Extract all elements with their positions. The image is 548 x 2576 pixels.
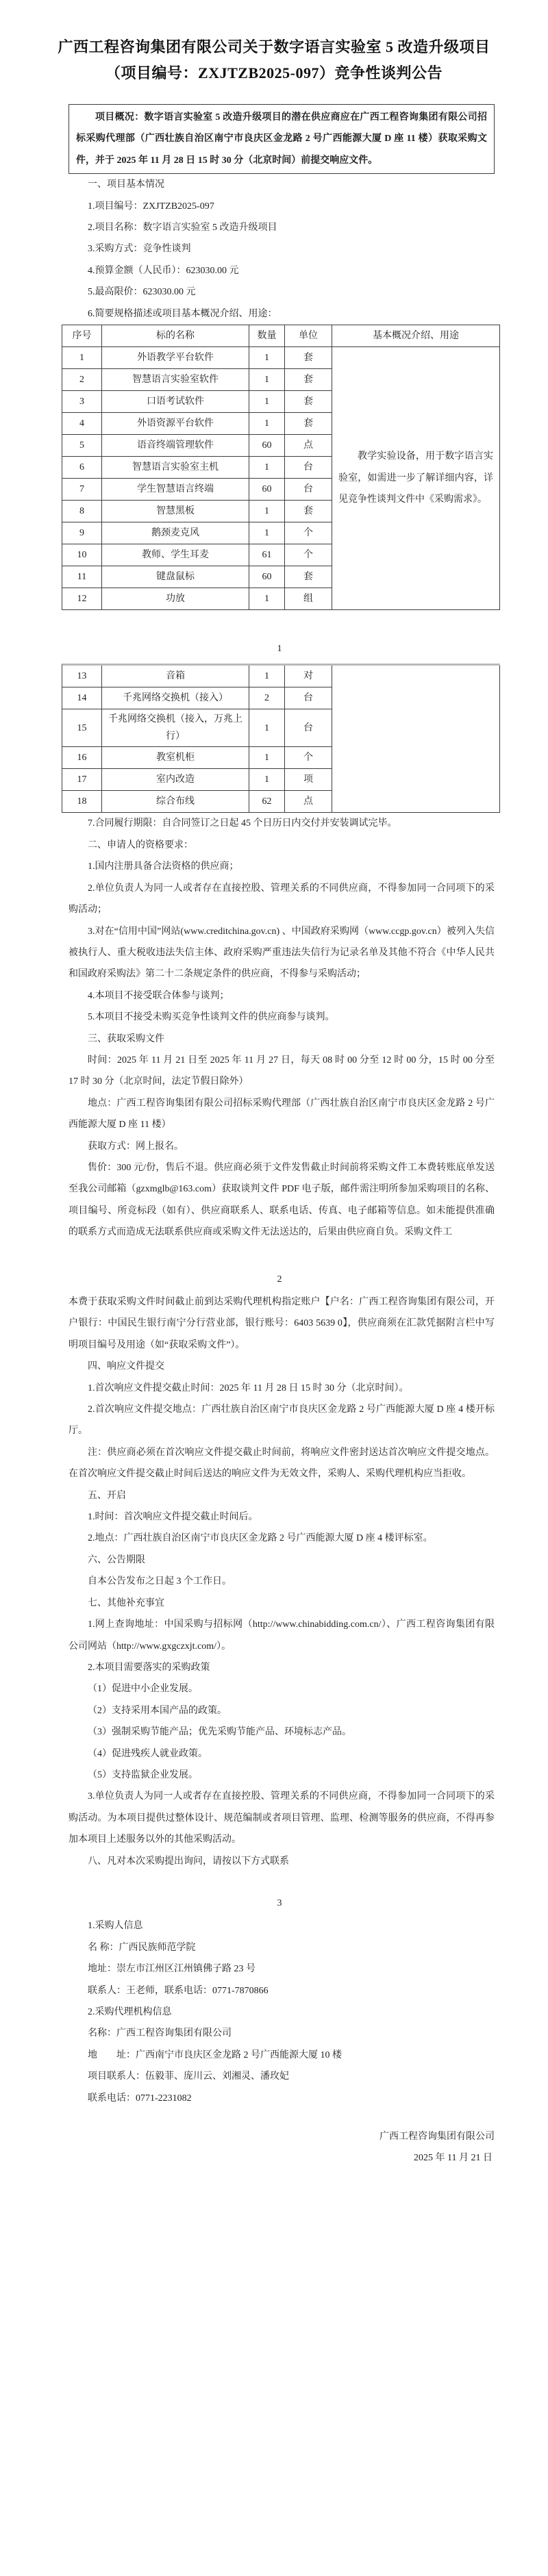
cell-item-name: 智慧语言实验室软件 bbox=[102, 369, 249, 391]
paragraph: 2.采购代理机构信息 bbox=[88, 2007, 172, 2017]
section-submission-and-policies bbox=[68, 1291, 495, 1872]
paragraph: （1）促进中小企业发展。 bbox=[88, 1684, 198, 1695]
cell-item-name: 口语考试软件 bbox=[102, 391, 249, 413]
paragraph: 2.项目名称：数字语言实验室 5 改造升级项目 bbox=[88, 223, 277, 233]
cell-unit: 点 bbox=[285, 791, 332, 813]
cell-quantity: 1 bbox=[249, 747, 285, 769]
paragraph: 1.网上查询地址：中国采购与招标网（http://www.chinabidding.com.cn/）、广西工程咨询集团有限公司网站（http://www.gxgczxjt.com/）。 bbox=[68, 1619, 495, 1652]
paragraph: 本费于获取采购文件时间截止前到达采购代理机构指定账户【户名：广西工程咨询集团有限公司，开户银行：中国民生银行南宁分行营业部，银行账号：6403 5639 0】，供应商须在汇款凭据附言栏中写明项目编号及用途（如“获取采购文件”）。 bbox=[68, 1297, 495, 1350]
signature-block bbox=[68, 2126, 495, 2169]
cell-unit: 套 bbox=[285, 566, 332, 588]
items-table-part1 bbox=[62, 325, 500, 610]
cell-unit: 套 bbox=[285, 347, 332, 369]
table-cell-description-empty bbox=[332, 666, 500, 813]
signature-date: 2025 年 11 月 21 日 bbox=[414, 2153, 493, 2164]
cell-serial-no: 2 bbox=[62, 369, 102, 391]
cell-serial-no: 12 bbox=[62, 588, 102, 610]
paragraph: 2.本项目需要落实的采购政策 bbox=[88, 1662, 210, 1673]
col-header-desc: 基本概况介绍、用途 bbox=[332, 325, 500, 347]
section-basic-info bbox=[68, 174, 495, 325]
paragraph: 4.预算金额（人民币）：623030.00 元 bbox=[88, 265, 239, 276]
cell-quantity: 60 bbox=[249, 435, 285, 457]
cell-unit: 个 bbox=[285, 522, 332, 544]
cell-serial-no: 1 bbox=[62, 347, 102, 369]
paragraph: 2.地点：广西壮族自治区南宁市良庆区金龙路 2 号广西能源大厦 D 座 4 楼评标室。 bbox=[88, 1533, 433, 1544]
cell-quantity: 1 bbox=[249, 501, 285, 522]
cell-quantity: 60 bbox=[249, 479, 285, 501]
paragraph: 五、开启 bbox=[88, 1490, 126, 1501]
cell-unit: 个 bbox=[285, 747, 332, 769]
cell-quantity: 1 bbox=[249, 522, 285, 544]
cell-unit: 套 bbox=[285, 501, 332, 522]
cell-item-name: 千兆网络交换机（接入，万兆上行） bbox=[102, 709, 249, 747]
project-overview-box bbox=[68, 104, 495, 174]
cell-quantity: 1 bbox=[249, 709, 285, 747]
paragraph: 四、响应文件提交 bbox=[88, 1361, 164, 1372]
cell-unit: 台 bbox=[285, 457, 332, 479]
paragraph: 地 址：广西南宁市良庆区金龙路 2 号广西能源大厦 10 楼 bbox=[88, 2049, 342, 2060]
paragraph: 注：供应商必须在首次响应文件提交截止时间前，将响应文件密封送达首次响应文件提交地点。在首次响应文件提交截止时间后送达的响应文件为无效文件，采购人、采购代理机构应当拒收。 bbox=[68, 1447, 495, 1480]
cell-serial-no: 3 bbox=[62, 391, 102, 413]
paragraph: 2.单位负责人为同一人或者存在直接控股、管理关系的不同供应商，不得参加同一合同项下的采购活动； bbox=[68, 883, 495, 916]
col-header-name: 标的名称 bbox=[102, 325, 249, 347]
paragraph: （4）促进残疾人就业政策。 bbox=[88, 1748, 208, 1759]
paragraph: 5.最高限价：623030.00 元 bbox=[88, 287, 196, 298]
paragraph: 三、获取采购文件 bbox=[88, 1033, 164, 1044]
paragraph: 4.本项目不接受联合体参与谈判； bbox=[88, 990, 229, 1001]
cell-unit: 个 bbox=[285, 544, 332, 566]
paragraph: 3.对在“信用中国”网站(www.creditchina.gov.cn) 、中国政府采购网（www.ccgp.gov.cn）被列入失信被执行人、重大税收违法失信主体、政府采购严重违法失信行为记录名单及其他不符合《中华人民共和国政府采购法》第二十二条规定条件的供应商，不得参与采购活动； bbox=[68, 926, 495, 980]
paragraph: 7.合同履行期限：自合同签订之日起 45 个日历日内交付并安装调试完毕。 bbox=[88, 818, 397, 829]
cell-unit: 组 bbox=[285, 588, 332, 610]
col-header-no: 序号 bbox=[62, 325, 102, 347]
cell-unit: 台 bbox=[285, 687, 332, 709]
paragraph: 联系电话：0771-2231082 bbox=[88, 2093, 192, 2104]
cell-quantity: 1 bbox=[249, 369, 285, 391]
paragraph: 七、其他补充事宜 bbox=[88, 1598, 164, 1608]
cell-quantity: 2 bbox=[249, 687, 285, 709]
cell-item-name: 外语资源平台软件 bbox=[102, 413, 249, 435]
cell-serial-no: 10 bbox=[62, 544, 102, 566]
paragraph: 1.时间：首次响应文件提交截止时间后。 bbox=[88, 1512, 258, 1523]
cell-serial-no: 16 bbox=[62, 747, 102, 769]
cell-item-name: 功放 bbox=[102, 588, 249, 610]
paragraph: 6.简要规格描述或项目基本概况介绍、用途： bbox=[88, 308, 277, 319]
cell-serial-no: 8 bbox=[62, 501, 102, 522]
cell-item-name: 智慧黑板 bbox=[102, 501, 249, 522]
items-table-part2 bbox=[62, 664, 500, 813]
paragraph: （2）支持采用本国产品的政策。 bbox=[88, 1705, 227, 1716]
paragraph: 名 称：广西民族师范学院 bbox=[88, 1942, 196, 1953]
paragraph: 八、凡对本次采购提出询问，请按以下方式联系 bbox=[88, 1856, 289, 1867]
paragraph: 1.首次响应文件提交截止时间：2025 年 11 月 28 日 15 时 30 分（北京时间）。 bbox=[88, 1382, 409, 1393]
section-qualification-and-documents bbox=[68, 813, 495, 1243]
cell-item-name: 语音终端管理软件 bbox=[102, 435, 249, 457]
col-header-qty: 数量 bbox=[249, 325, 285, 347]
cell-quantity: 62 bbox=[249, 791, 285, 813]
cell-quantity: 61 bbox=[249, 544, 285, 566]
paragraph: 1.项目编号：ZXJTZB2025-097 bbox=[88, 201, 214, 212]
cell-unit: 台 bbox=[285, 709, 332, 747]
cell-quantity: 1 bbox=[249, 391, 285, 413]
cell-quantity: 1 bbox=[249, 588, 285, 610]
table-cell-description bbox=[332, 347, 500, 610]
page-number-2: 2 bbox=[277, 1274, 282, 1285]
paragraph: 六、公告期限 bbox=[88, 1554, 145, 1565]
cell-quantity: 60 bbox=[249, 566, 285, 588]
cell-serial-no: 14 bbox=[62, 687, 102, 709]
title-line-1: 广西工程咨询集团有限公司关于数字语言实验室 5 改造升级项目 bbox=[58, 38, 490, 55]
cell-quantity: 1 bbox=[249, 413, 285, 435]
cell-serial-no: 6 bbox=[62, 457, 102, 479]
cell-serial-no: 15 bbox=[62, 709, 102, 747]
cell-quantity: 1 bbox=[249, 666, 285, 687]
paragraph: 二、申请人的资格要求： bbox=[88, 839, 193, 850]
cell-item-name: 教室机柜 bbox=[102, 747, 249, 769]
cell-quantity: 1 bbox=[249, 347, 285, 369]
paragraph: 项目联系人：伍毅菲、庞川云、刘湘灵、潘玫妃 bbox=[88, 2071, 289, 2082]
cell-item-name: 千兆网络交换机（接入） bbox=[102, 687, 249, 709]
paragraph: 联系人：王老师，联系电话：0771-7870866 bbox=[88, 1985, 269, 1996]
document-title bbox=[0, 0, 548, 86]
cell-unit: 套 bbox=[285, 413, 332, 435]
paragraph: 名称：广西工程咨询集团有限公司 bbox=[88, 2028, 232, 2039]
document-body bbox=[0, 104, 548, 2169]
paragraph: 2.首次响应文件提交地点：广西壮族自治区南宁市良庆区金龙路 2 号广西能源大厦 D 座 4 楼开标厅。 bbox=[68, 1404, 495, 1437]
paragraph: 一、项目基本情况 bbox=[88, 179, 164, 190]
cell-quantity: 1 bbox=[249, 457, 285, 479]
cell-unit: 点 bbox=[285, 435, 332, 457]
page-number-1: 1 bbox=[277, 644, 282, 655]
cell-unit: 对 bbox=[285, 666, 332, 687]
cell-quantity: 1 bbox=[249, 769, 285, 791]
cell-serial-no: 18 bbox=[62, 791, 102, 813]
paragraph: （5）支持监狱企业发展。 bbox=[88, 1769, 198, 1780]
cell-item-name: 外语教学平台软件 bbox=[102, 347, 249, 369]
signature-org: 广西工程咨询集团有限公司 bbox=[379, 2132, 495, 2143]
cell-item-name: 综合布线 bbox=[102, 791, 249, 813]
page-number-3: 3 bbox=[277, 1897, 282, 1908]
cell-item-name: 音箱 bbox=[102, 666, 249, 687]
cell-serial-no: 9 bbox=[62, 522, 102, 544]
paragraph: 售价：300 元/份，售后不退。供应商必须于文件发售截止时间前将采购文件工本费转账底单发送至我公司邮箱（gzxmglb@163.com）获取谈判文件 PDF 电子版，邮件需注明所参加采购项目的名称、项目编号、所竞标段（如有）、供应商联系人、联系电话、传真、电子邮箱等信息。如未能提供准确的联系方式而造成无法联系供应商或采购文件无法送达的，后果由供应商自负。采购文件工 bbox=[68, 1162, 495, 1238]
paragraph: 地址：崇左市江州区江州镇佛子路 23 号 bbox=[88, 1964, 256, 1975]
cell-unit: 台 bbox=[285, 479, 332, 501]
paragraph: （3）强制采购节能产品；优先采购节能产品、环境标志产品。 bbox=[88, 1727, 351, 1738]
paragraph: 1.采购人信息 bbox=[88, 1921, 143, 1932]
cell-item-name: 室内改造 bbox=[102, 769, 249, 791]
cell-item-name: 键盘鼠标 bbox=[102, 566, 249, 588]
cell-serial-no: 4 bbox=[62, 413, 102, 435]
paragraph: 地点：广西工程咨询集团有限公司招标采购代理部（广西壮族自治区南宁市良庆区金龙路 2 号广西能源大厦 D 座 11 楼） bbox=[68, 1098, 495, 1131]
project-overview-text: 项目概况：数字语言实验室 5 改造升级项目的潜在供应商应在广西工程咨询集团有限公司招标采购代理部（广西壮族自治区南宁市良庆区金龙路 2 号广西能源大厦 D 座 11 楼）获取采购文件，并于 2025 年 11 月 28 日 15 时 30 分（北京时间）前提交响应文件。 bbox=[76, 112, 487, 166]
cell-item-name: 学生智慧语言终端 bbox=[102, 479, 249, 501]
cell-item-name: 教师、学生耳麦 bbox=[102, 544, 249, 566]
items-description-text: 教学实验设备，用于数字语言实验室，如需进一步了解详细内容，详见竞争性谈判文件中《采购需求》。 bbox=[338, 451, 493, 505]
title-line-2: （项目编号：ZXJTZB2025-097）竞争性谈判公告 bbox=[105, 64, 443, 81]
cell-item-name: 智慧语言实验室主机 bbox=[102, 457, 249, 479]
paragraph: 1.国内注册具备合法资格的供应商； bbox=[88, 861, 239, 872]
cell-serial-no: 13 bbox=[62, 666, 102, 687]
cell-unit: 套 bbox=[285, 391, 332, 413]
cell-serial-no: 5 bbox=[62, 435, 102, 457]
cell-unit: 项 bbox=[285, 769, 332, 791]
paragraph: 5.本项目不接受未购买竞争性谈判文件的供应商参与谈判。 bbox=[88, 1012, 335, 1023]
cell-serial-no: 7 bbox=[62, 479, 102, 501]
cell-serial-no: 17 bbox=[62, 769, 102, 791]
col-header-unit: 单位 bbox=[285, 325, 332, 347]
section-contact-info bbox=[68, 1915, 495, 2109]
cell-serial-no: 11 bbox=[62, 566, 102, 588]
paragraph: 自本公告发布之日起 3 个工作日。 bbox=[88, 1576, 232, 1587]
paragraph: 时间：2025 年 11 月 21 日至 2025 年 11 月 27 日，每天 08 时 00 分至 12 时 00 分，15 时 00 分至 17 时 30 分（北京时间，法定节假日除外） bbox=[68, 1055, 495, 1087]
cell-item-name: 鹅颈麦克风 bbox=[102, 522, 249, 544]
paragraph: 获取方式：网上报名。 bbox=[88, 1141, 184, 1152]
paragraph: 3.单位负责人为同一人或者存在直接控股、管理关系的不同供应商，不得参加同一合同项下的采购活动。为本项目提供过整体设计、规范编制或者项目管理、监理、检测等服务的供应商，不得再参加本项目上述服务以外的其他采购活动。 bbox=[68, 1791, 495, 1845]
paragraph: 3.采购方式：竞争性谈判 bbox=[88, 244, 191, 255]
cell-unit: 套 bbox=[285, 369, 332, 391]
